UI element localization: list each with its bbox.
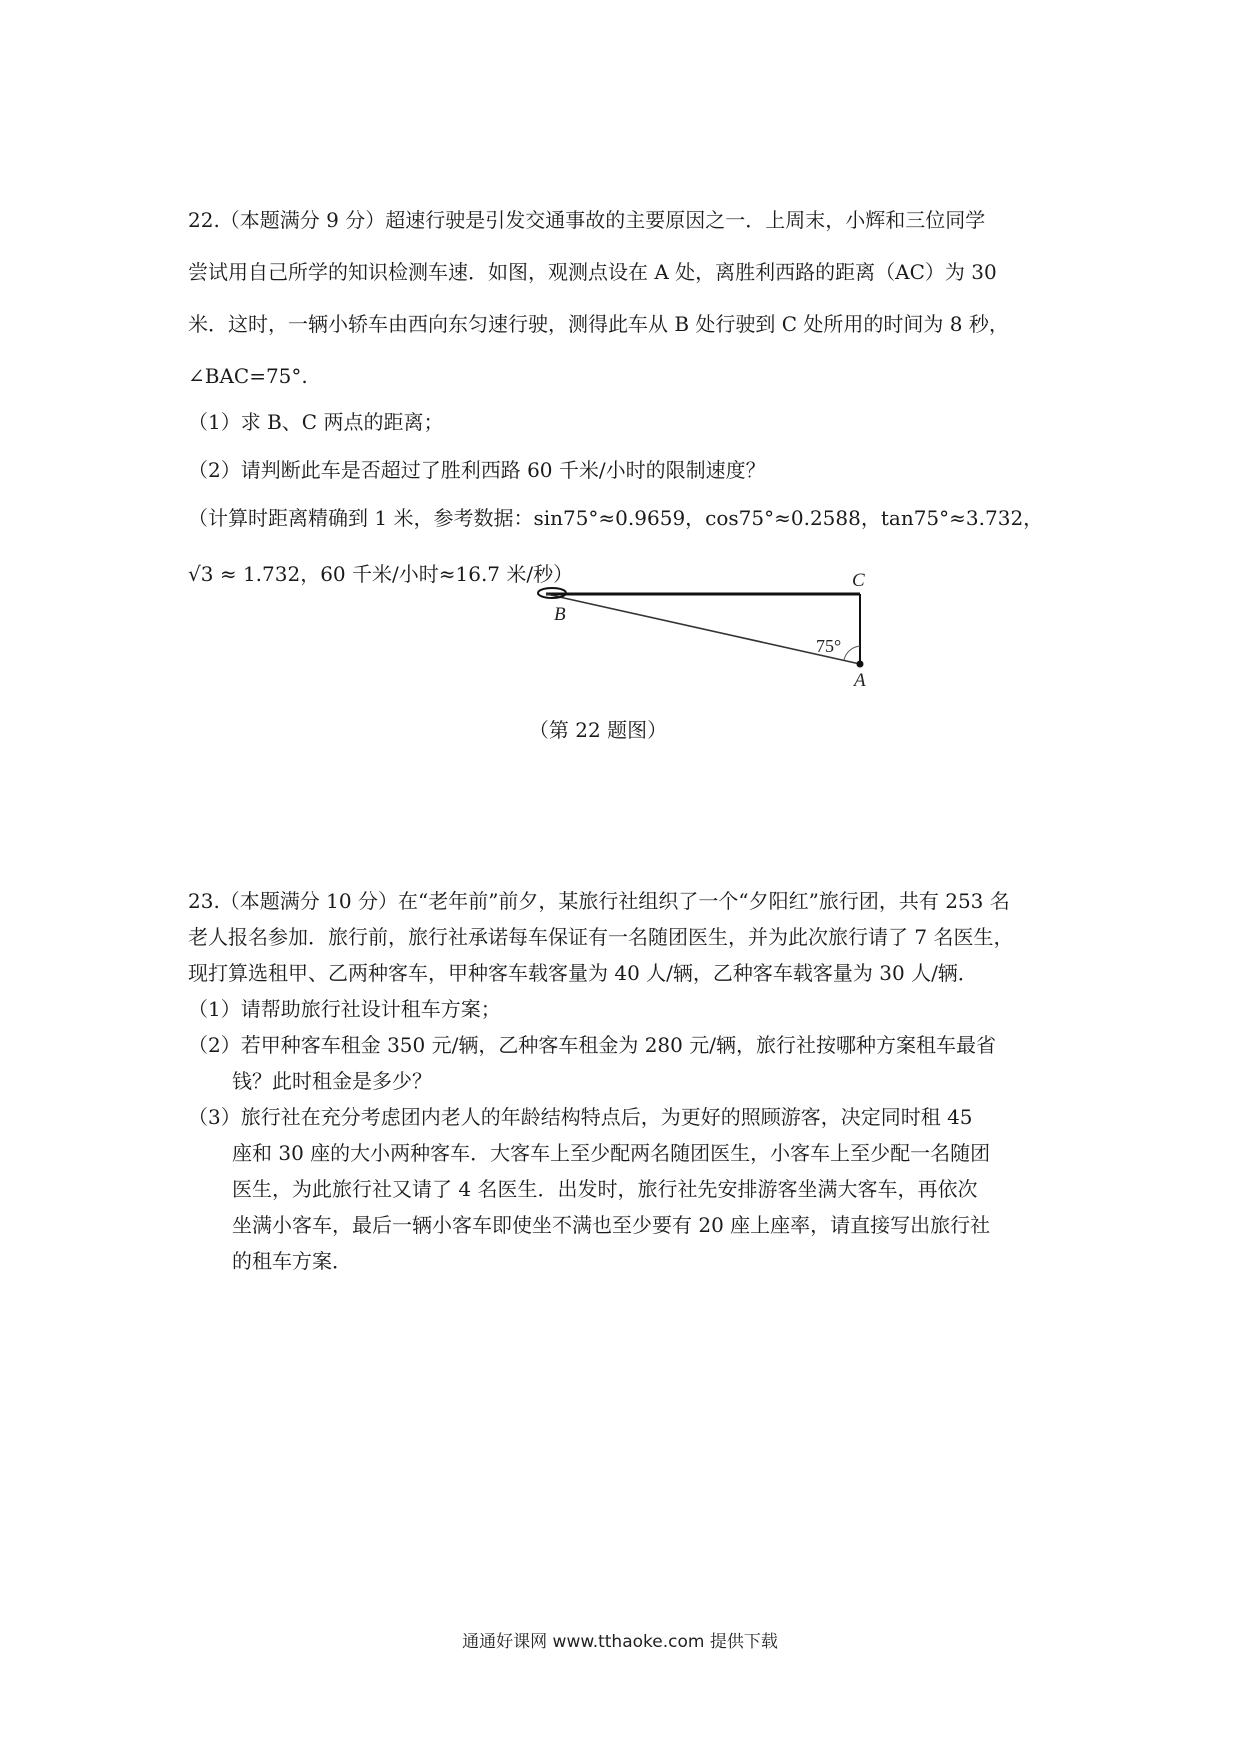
label-b: B (554, 604, 566, 625)
q22-line-1: 22.（本题满分 9 分）超速行驶是引发交通事故的主要原因之一．上周末，小辉和三位同学 (188, 208, 986, 232)
label-a: A (854, 670, 866, 691)
point-a (857, 661, 864, 668)
q23-line-3: 现打算选租甲、乙两种客车，甲种客车载客量为 40 人/辆，乙种客车载客量为 30 人/辆． (188, 961, 978, 985)
q22-line-3: 米．这时，一辆小轿车由西向东匀速行驶，测得此车从 B 处行驶到 C 处所用的时间为 8 秒， (188, 312, 1009, 336)
q23-sub-3-line-3: 医生，为此旅行社又请了 4 名医生．出发时，旅行社先安排游客坐满大客车，再依次 (232, 1177, 978, 1201)
q23-sub-3-line-1: （3）旅行社在充分考虑团内老人的年龄结构特点后，为更好的照顾游客，决定同时租 45 (188, 1105, 973, 1129)
segment-ab (546, 594, 860, 664)
q23-sub-2-line-2: 钱？此时租金是多少？ (232, 1069, 432, 1093)
label-c: C (852, 570, 865, 591)
angle-label: 75° (816, 636, 842, 656)
footer-watermark: 通通好课网 www.tthaoke.com 提供下载 (462, 1632, 778, 1652)
q23-sub-3-line-5: 的租车方案． (232, 1249, 352, 1273)
q23-line-2: 老人报名参加．旅行前，旅行社承诺每车保证有一名随团医生，并为此次旅行请了 7 名医生， (188, 925, 1014, 949)
q23-sub-1: （1）请帮助旅行社设计租车方案； (188, 997, 501, 1021)
q22-line-4: ∠BAC=75°. (188, 364, 308, 388)
q22-hint-1: （计算时距离精确到 1 米，参考数据：sin75°≈0.9659，cos75°≈0.2588，tan75°≈3.732， (188, 506, 1044, 530)
angle-arc (844, 646, 860, 660)
q23-sub-3-line-4: 坐满小客车，最后一辆小客车即使坐不满也至少要有 20 座上座率，请直接写出旅行社 (232, 1213, 991, 1237)
q22-line-2: 尝试用自己所学的知识检测车速．如图，观测点设在 A 处，离胜利西路的距离（AC）为 30 (188, 260, 997, 284)
q22-sub-1: （1）求 B、C 两点的距离； (188, 410, 444, 434)
q22-hint-2: √3 ≈ 1.732，60 千米/小时≈16.7 米/秒） (188, 562, 574, 586)
q23-line-1: 23.（本题满分 10 分）在“老年前”前夕，某旅行社组织了一个“夕阳红”旅行团，共有 253 名 (188, 889, 1010, 913)
figure-caption: （第 22 题图） (528, 718, 668, 742)
q22-figure (188, 560, 1068, 742)
q22-sub-2: （2）请判断此车是否超过了胜利西路 60 千米/小时的限制速度？ (188, 458, 766, 482)
triangle-diagram (188, 560, 1068, 691)
q23-sub-3-line-2: 座和 30 座的大小两种客车．大客车上至少配两名随团医生，小客车上至少配一名随团 (232, 1141, 991, 1165)
q23-sub-2-line-1: （2）若甲种客车租金 350 元/辆，乙种客车租金为 280 元/辆，旅行社按哪种方案租车最省 (188, 1033, 996, 1057)
